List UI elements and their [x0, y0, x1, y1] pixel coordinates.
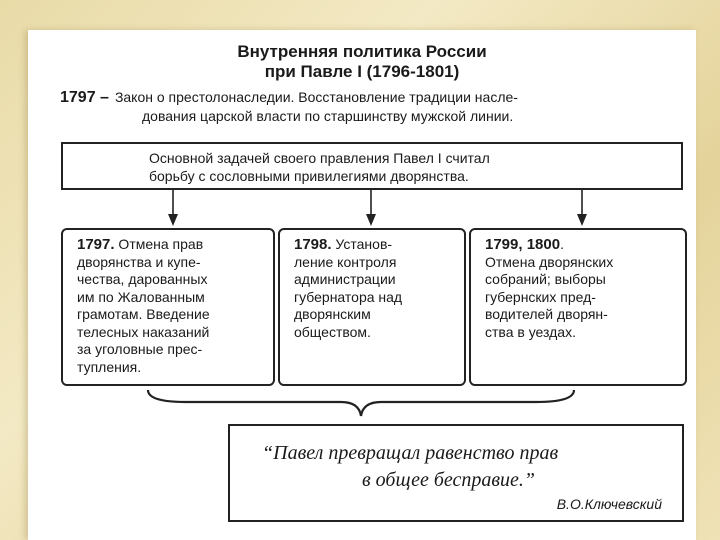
quote-line-1: “Павел превращал равенство прав: [262, 442, 559, 464]
measure-line: администрации: [294, 271, 396, 287]
measure-box-1799-1800: [469, 228, 687, 386]
diagram-subtitle: при Павле I (1796-1801): [264, 62, 460, 81]
diagram-title: Внутренняя политика России: [237, 42, 487, 61]
measure-line: дворянства и купе-: [77, 253, 201, 270]
succession-law-text: [60, 88, 680, 126]
intro-year: 1797 –: [60, 89, 109, 106]
measure-line: Отмена дворянских: [485, 253, 614, 270]
measure-box-1797: [61, 228, 275, 386]
measure-line: телесных наказаний: [77, 323, 210, 340]
measure-line: Отмена прав: [114, 236, 204, 252]
main-goal-line-1: Основной задачей своего правления Павел I считал: [149, 150, 490, 166]
quote-author: В.О.Ключевский: [556, 496, 662, 512]
quote-box: [228, 424, 684, 522]
measure-line: дворянским: [294, 306, 371, 322]
main-goal-box: [61, 142, 683, 190]
arrow-down-icon: [167, 190, 179, 226]
curly-brace-icon: [146, 388, 576, 418]
intro-line-2: дования царской власти по старшинству мужской линии.: [142, 108, 514, 124]
measure-year: 1797.: [77, 236, 115, 253]
measure-line: за уголовные прес-: [77, 341, 203, 357]
measure-line: тупления.: [77, 358, 142, 375]
intro-line-1: Закон о престолонаследии. Восстановление традиции насле-: [114, 89, 518, 105]
measure-line: ление контроля: [294, 253, 397, 270]
measure-line: водителей дворян-: [485, 306, 608, 322]
main-goal-line-2: борьбу с сословными привилегиями дворянства.: [149, 168, 469, 184]
measure-line: ства в уездах.: [485, 323, 576, 340]
arrow-down-icon: [576, 190, 588, 226]
measure-line: губернатора над: [294, 288, 403, 305]
quote-line-2: в общее бесправие.”: [362, 469, 536, 491]
arrow-down-icon: [365, 190, 377, 226]
measure-line: им по Жалованным: [77, 288, 205, 305]
measure-line: обществом.: [294, 323, 371, 340]
measure-line: чества, дарованных: [77, 271, 208, 287]
measure-line: грамотам. Введение: [77, 306, 210, 322]
slide: [28, 30, 696, 540]
measure-line: Установ-: [331, 236, 393, 252]
measure-line: .: [560, 236, 564, 252]
measure-year: 1799, 1800: [485, 236, 561, 253]
measure-line: губернских пред-: [485, 288, 596, 305]
measure-line: собраний; выборы: [485, 271, 606, 287]
measure-box-1798: [278, 228, 466, 386]
measure-year: 1798.: [294, 236, 332, 253]
